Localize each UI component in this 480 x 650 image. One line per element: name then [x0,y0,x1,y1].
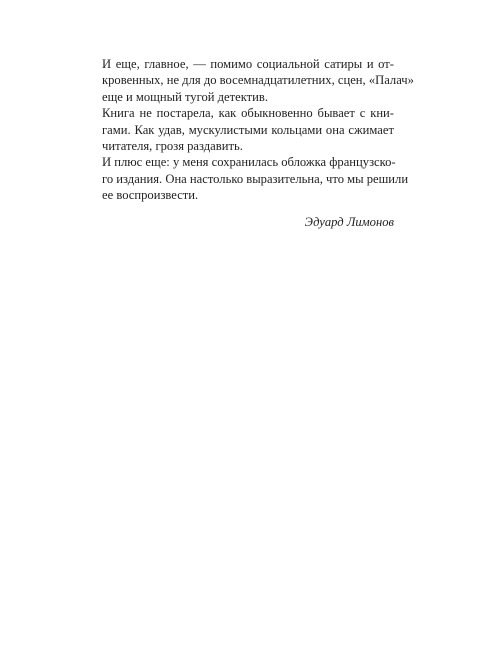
paragraph-line: читателя, грозя раздавить. [102,139,243,154]
paragraph-line: кровенных, не для до восемнадцатилетних, сцен, «Палач» [102,73,414,88]
paragraph-line: гами. Как удав, мускулистыми кольцами она сжимает [102,122,394,137]
author-signature: Эдуард Лимонов [304,214,394,229]
paragraph-1 [86,56,414,105]
paragraph-line: И еще, главное, — помимо социальной сатиры и от- [102,57,394,71]
paragraph-2 [86,105,394,154]
paragraph-line: ее воспроизвести. [102,188,199,203]
paragraph-line: Книга не постарела, как обыкновенно бывает с кни- [102,106,394,121]
paragraph-line: еще и мощный тугой детектив. [102,89,269,104]
paragraph-line: И плюс еще: у меня сохранилась обложка французско- [102,155,396,170]
paragraph-line: го издания. Она настолько выразительна, что мы решили [102,171,409,186]
page-text-block [86,56,414,230]
paragraph-3 [86,154,409,203]
